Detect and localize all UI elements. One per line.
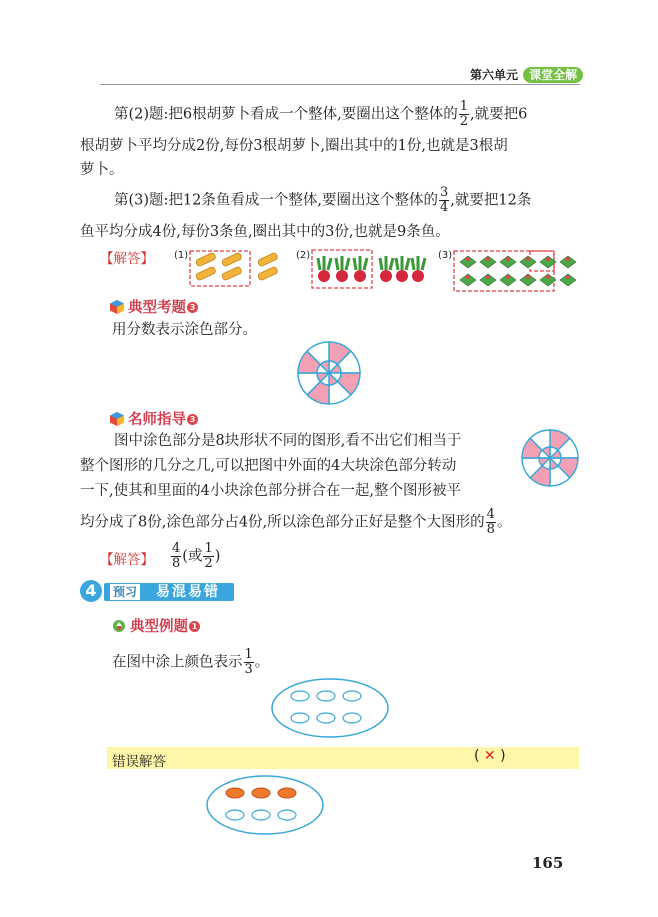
wrong-mark: ( ✕ ) [474,748,506,764]
section-tag: 预习 [110,584,140,600]
page-header [470,64,583,83]
sub-label-2: (2) [296,250,311,261]
teacher-line2: 整个图形的几分之几,可以把图中外面的4大块涂色部分转动 [80,458,457,474]
cube-icon [110,300,124,314]
para2-line3: 萝卜。 [80,162,124,178]
colored-turtle-oval-figure [205,773,325,837]
fraction: $\frac{4}{8}$ [486,507,495,537]
fraction: $\frac{1}{2}$ [459,99,469,129]
header-badge: 课堂全解 [523,67,583,83]
carrot-figure [188,250,288,288]
turtle-oval-figure [270,676,390,740]
para2-line2: 根胡萝卜平均分成2份,每份3根胡萝卜,圈出其中的1份,也就是3根胡 [80,138,508,154]
shaded-circle-figure-2 [520,428,580,488]
typical-example-title: 典型例题 1 [112,615,200,636]
page-number: 165 [532,854,564,872]
typical-exam-title: 典型考题 3 [110,296,198,317]
sub-label-3: (3) [438,250,453,261]
sub-label-1: (1) [174,250,189,261]
cross-icon: ✕ [483,748,496,764]
fraction: $\frac{3}{4}$ [439,185,449,215]
section-number: 4 [80,580,102,602]
teacher-line3: 一下,使其和里面的4小块涂色部分拼合在一起,整个图形被平 [80,483,461,499]
answer2-value: $\frac{4}{8}$ (或 $\frac{1}{2}$ ) [172,541,221,571]
teacher-line1: 图中涂色部分是8块形状不同的图形,看不出它们相当于 [114,433,462,449]
section4-banner [80,580,234,604]
radish-figure [310,248,430,290]
teacher-line4: 均分成了8份,涂色部分占4份,所以涂色部分正好是整个大图形的 $\frac{4}{8}$ 。 [80,507,512,537]
unit-label: 第六单元 [470,68,519,82]
example-question: 在图中涂上颜色表示 $\frac{1}{3}$ 。 [112,647,270,677]
para2-line1: 第(2)题:把6根胡萝卜看成一个整体,要圈出这个整体的 $\frac{1}{2}$ ,就要把6 [114,99,528,129]
fish-figure [452,250,582,294]
header-rule [100,84,580,85]
section-title: 易混易错 [156,584,220,600]
wrong-answer-bar [107,747,579,769]
answer-label-2: 【解答】 [100,552,154,568]
shaded-circle-figure [296,340,362,406]
para3-line2: 鱼平均分成4份,每份3条鱼,圈出其中的3份,也就是9条鱼。 [80,224,450,240]
teacher-guide-title: 名师指导 3 [110,408,198,429]
para3-line1: 第(3)题:把12条鱼看成一个整体,要圈出这个整体的 $\frac{3}{4}$ ,就要把12条 [114,185,532,215]
fraction: $\frac{1}{3}$ [244,647,253,677]
cube-icon [110,412,124,426]
recycle-icon [112,619,126,633]
answer-label: 【解答】 [100,251,154,267]
typical-question: 用分数表示涂色部分。 [112,322,257,338]
wrong-answer-label: 错误解答 [112,754,166,770]
